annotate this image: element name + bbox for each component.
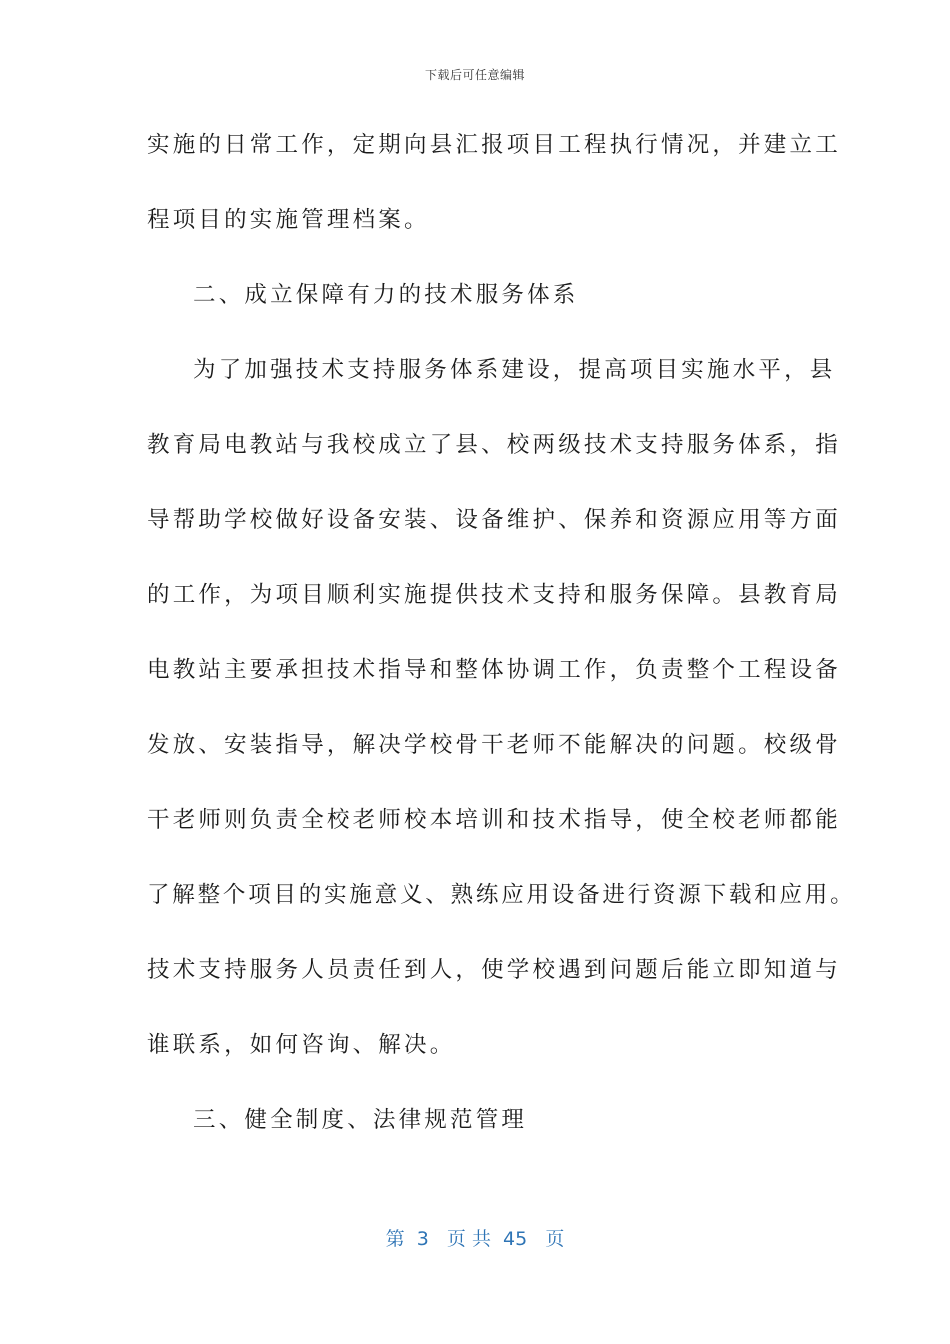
body-line: 实施的日常工作，定期向县汇报项目工程执行情况，并建立工 — [147, 132, 841, 158]
section-heading: 二、成立保障有力的技术服务体系 — [193, 282, 579, 308]
body-line: 技术支持服务人员责任到人，使学校遇到问题后能立即知道与 — [147, 957, 841, 983]
body-line: 发放、安装指导，解决学校骨干老师不能解决的问题。校级骨 — [147, 732, 841, 758]
page-number-footer: 第 3 页 共 45 页 — [385, 1228, 565, 1250]
body-line: 干老师则负责全校老师校本培训和技术指导，使全校老师都能 — [147, 807, 841, 833]
body-line: 程项目的实施管理档案。 — [147, 207, 430, 233]
body-line: 谁联系，如何咨询、解决。 — [147, 1032, 456, 1058]
body-line: 电教站主要承担技术指导和整体协调工作，负责整个工程设备 — [147, 657, 841, 683]
body-line: 导帮助学校做好设备安装、设备维护、保养和资源应用等方面 — [147, 507, 841, 533]
paragraph-first-line: 为了加强技术支持服务体系建设，提高项目实施水平，县 — [193, 357, 836, 383]
body-line: 的工作，为项目顺利实施提供技术支持和服务保障。县教育局 — [147, 582, 841, 608]
body-line: 了解整个项目的实施意义、熟练应用设备进行资源下载和应用。 — [147, 882, 856, 908]
header-note: 下载后可任意编辑 — [424, 68, 525, 82]
section-heading: 三、健全制度、法律规范管理 — [193, 1107, 528, 1133]
body-line: 教育局电教站与我校成立了县、校两级技术支持服务体系，指 — [147, 432, 841, 458]
